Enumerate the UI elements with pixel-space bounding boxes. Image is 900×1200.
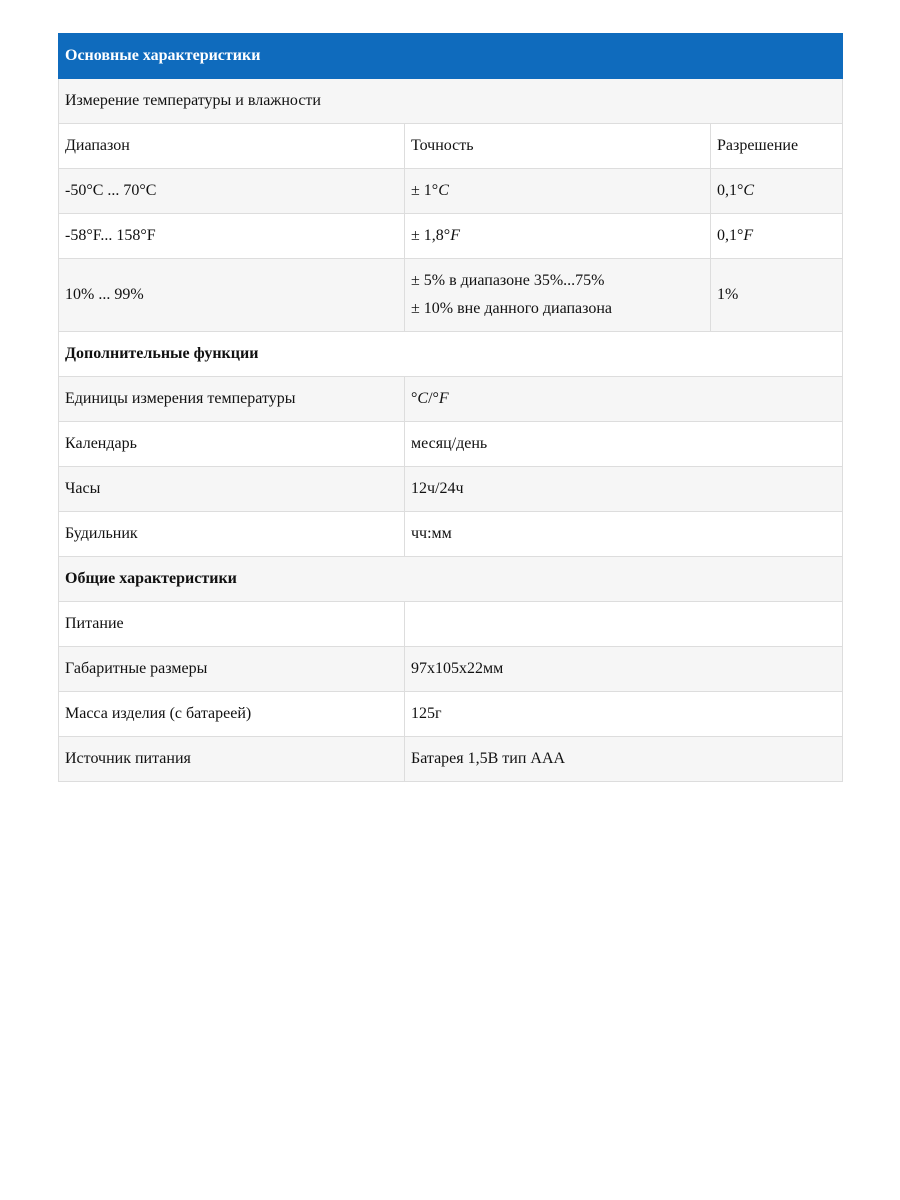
measurement-title-row <box>59 79 843 124</box>
table-row <box>59 692 843 737</box>
resolution-value: 0,1° <box>717 182 744 200</box>
resolution-value: 0,1° <box>717 227 744 245</box>
spec-value: Батарея 1,5В тип ААА <box>405 737 843 782</box>
spec-value: 97x105x22мм <box>405 647 843 692</box>
column-header-row <box>59 124 843 169</box>
column-header-accuracy: Точность <box>405 124 711 169</box>
accuracy-cell <box>405 259 711 332</box>
section-title-general: Общие характеристики <box>59 557 843 602</box>
column-header-resolution: Разрешение <box>711 124 843 169</box>
table-row <box>59 377 843 422</box>
table-row <box>59 467 843 512</box>
feature-value-part: C <box>417 390 429 408</box>
resolution-cell: 1% <box>711 259 843 332</box>
table-row <box>59 259 843 332</box>
section-header-row <box>59 557 843 602</box>
accuracy-unit: F <box>450 227 460 245</box>
accuracy-cell <box>405 169 711 214</box>
table-row <box>59 214 843 259</box>
table-row <box>59 422 843 467</box>
accuracy-value: ± 1,8° <box>411 227 451 245</box>
range-cell: 10% ... 99% <box>59 259 405 332</box>
section-title-extra-functions: Дополнительные функции <box>59 332 843 377</box>
main-header-title: Основные характеристики <box>59 34 843 79</box>
resolution-unit: F <box>743 227 754 245</box>
feature-value <box>405 377 843 422</box>
spec-label: Питание <box>59 602 405 647</box>
feature-value-part: F <box>438 390 449 408</box>
table-row <box>59 602 843 647</box>
table-row <box>59 512 843 557</box>
resolution-unit: C <box>743 182 755 200</box>
table-row <box>59 647 843 692</box>
accuracy-value: ± 1° <box>411 182 439 200</box>
resolution-cell <box>711 214 843 259</box>
column-header-range: Диапазон <box>59 124 405 169</box>
range-cell: -50°C ... 70°C <box>59 169 405 214</box>
feature-value: 12ч/24ч <box>405 467 843 512</box>
specifications-table <box>58 33 843 782</box>
spec-label: Масса изделия (с батареей) <box>59 692 405 737</box>
feature-label: Единицы измерения температуры <box>59 377 405 422</box>
feature-value-part: /° <box>428 390 439 408</box>
main-header-row <box>59 34 843 79</box>
spec-label: Источник питания <box>59 737 405 782</box>
accuracy-cell <box>405 214 711 259</box>
feature-label: Часы <box>59 467 405 512</box>
spec-label: Габаритные размеры <box>59 647 405 692</box>
feature-value-part: ° <box>411 390 418 408</box>
spec-value <box>405 602 843 647</box>
range-cell: -58°F... 158°F <box>59 214 405 259</box>
feature-value: месяц/день <box>405 422 843 467</box>
spec-value: 125г <box>405 692 843 737</box>
feature-label: Будильник <box>59 512 405 557</box>
feature-label: Календарь <box>59 422 405 467</box>
accuracy-line: ± 10% вне данного диапазона <box>411 300 613 317</box>
table-row <box>59 169 843 214</box>
table-row <box>59 737 843 782</box>
section-header-row <box>59 332 843 377</box>
accuracy-line: ± 5% в диапазоне 35%...75% <box>411 272 605 289</box>
resolution-cell <box>711 169 843 214</box>
measurement-title: Измерение температуры и влажности <box>59 79 843 124</box>
accuracy-unit: C <box>438 182 449 200</box>
feature-value: чч:мм <box>405 512 843 557</box>
